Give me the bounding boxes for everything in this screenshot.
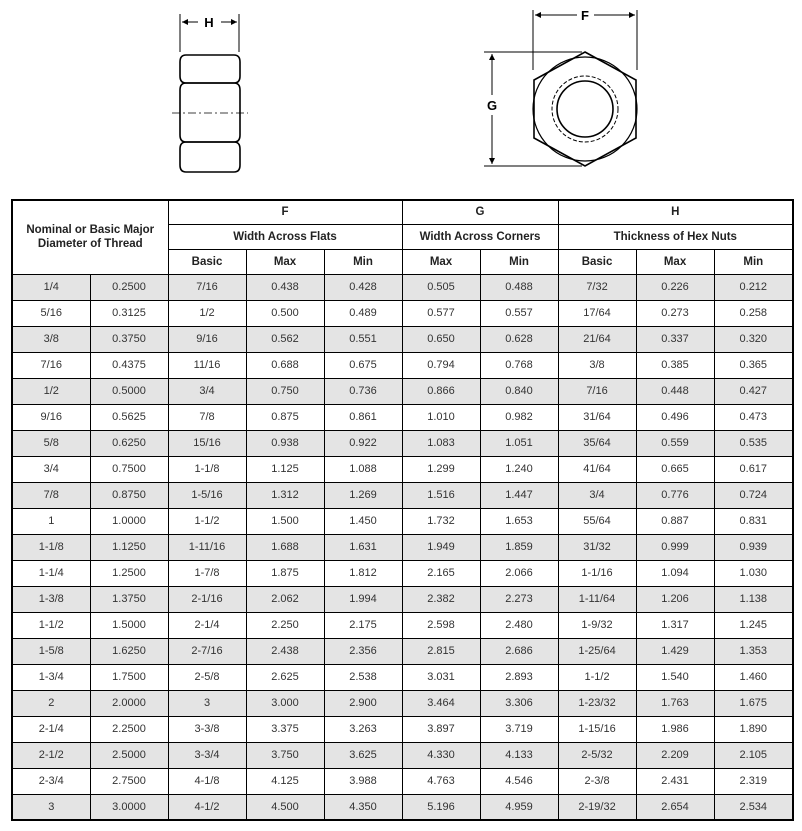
table-cell: 0.559 <box>636 430 714 456</box>
table-row <box>12 456 793 482</box>
table-cell: 0.385 <box>636 352 714 378</box>
table-cell: 0.750 <box>246 378 324 404</box>
table-row <box>12 534 793 560</box>
table-cell: 0.258 <box>714 300 793 326</box>
table-row <box>12 352 793 378</box>
table-cell: 0.557 <box>480 300 558 326</box>
table-cell: 7/32 <box>558 274 636 300</box>
table-cell: 0.212 <box>714 274 793 300</box>
table-cell: 0.776 <box>636 482 714 508</box>
table-cell: 1.125 <box>246 456 324 482</box>
table-cell: 1-23/32 <box>558 690 636 716</box>
h-header: H <box>558 200 793 224</box>
table-cell: 15/16 <box>168 430 246 456</box>
table-cell: 3 <box>12 794 90 820</box>
table-cell: 0.861 <box>324 404 402 430</box>
table-cell: 5.196 <box>402 794 480 820</box>
table-cell: 0.831 <box>714 508 793 534</box>
corner-label: G <box>486 98 498 113</box>
table-cell: 55/64 <box>558 508 636 534</box>
table-row <box>12 794 793 820</box>
table-cell: 4.500 <box>246 794 324 820</box>
g-max-header: Max <box>402 249 480 274</box>
g-min-header: Min <box>480 249 558 274</box>
table-cell: 1.3750 <box>90 586 168 612</box>
table-cell: 3.464 <box>402 690 480 716</box>
table-cell: 1-1/2 <box>558 664 636 690</box>
table-cell: 1-5/8 <box>12 638 90 664</box>
table-cell: 0.226 <box>636 274 714 300</box>
table-cell: 1.088 <box>324 456 402 482</box>
table-body <box>12 274 793 820</box>
h-min-header: Min <box>714 249 793 274</box>
table-cell: 0.840 <box>480 378 558 404</box>
table-row <box>12 326 793 352</box>
table-cell: 2.431 <box>636 768 714 794</box>
table-cell: 0.500 <box>246 300 324 326</box>
table-cell: 1.051 <box>480 430 558 456</box>
thickness-header: Thickness of Hex Nuts <box>558 224 793 249</box>
table-cell: 2.438 <box>246 638 324 664</box>
table-cell: 0.768 <box>480 352 558 378</box>
table-cell: 2.2500 <box>90 716 168 742</box>
table-cell: 21/64 <box>558 326 636 352</box>
f-max-header: Max <box>246 249 324 274</box>
table-cell: 1-25/64 <box>558 638 636 664</box>
table-cell: 1.653 <box>480 508 558 534</box>
table-cell: 4-1/8 <box>168 768 246 794</box>
table-cell: 3-3/8 <box>168 716 246 742</box>
table-cell: 2.815 <box>402 638 480 664</box>
table-cell: 1/4 <box>12 274 90 300</box>
table-cell: 1.5000 <box>90 612 168 638</box>
table-cell: 0.665 <box>636 456 714 482</box>
table-cell: 2-1/4 <box>12 716 90 742</box>
table-cell: 3/4 <box>168 378 246 404</box>
table-cell: 0.5625 <box>90 404 168 430</box>
table-cell: 5/16 <box>12 300 90 326</box>
table-cell: 11/16 <box>168 352 246 378</box>
table-cell: 0.866 <box>402 378 480 404</box>
table-cell: 0.8750 <box>90 482 168 508</box>
table-cell: 7/8 <box>12 482 90 508</box>
table-cell: 0.473 <box>714 404 793 430</box>
table-cell: 1-15/16 <box>558 716 636 742</box>
table-cell: 1-3/4 <box>12 664 90 690</box>
table-cell: 2.900 <box>324 690 402 716</box>
table-cell: 1.429 <box>636 638 714 664</box>
table-cell: 0.427 <box>714 378 793 404</box>
table-cell: 31/64 <box>558 404 636 430</box>
table-cell: 3.306 <box>480 690 558 716</box>
table-cell: 1.859 <box>480 534 558 560</box>
hex-nut-top-view <box>484 10 637 166</box>
side-label: H <box>204 15 214 30</box>
table-cell: 0.562 <box>246 326 324 352</box>
hex-nut-dimension-table <box>11 199 794 821</box>
table-cell: 4.133 <box>480 742 558 768</box>
table-cell: 7/8 <box>168 404 246 430</box>
table-cell: 3.625 <box>324 742 402 768</box>
table-row <box>12 378 793 404</box>
table-cell: 0.505 <box>402 274 480 300</box>
table-cell: 4.546 <box>480 768 558 794</box>
table-cell: 2.0000 <box>90 690 168 716</box>
table-cell: 2.165 <box>402 560 480 586</box>
table-cell: 1.1250 <box>90 534 168 560</box>
table-cell: 0.577 <box>402 300 480 326</box>
hex-nut-side-view <box>172 14 248 172</box>
table-cell: 31/32 <box>558 534 636 560</box>
table-cell: 2-1/4 <box>168 612 246 638</box>
table-row <box>12 690 793 716</box>
table-cell: 2.319 <box>714 768 793 794</box>
table-cell: 0.617 <box>714 456 793 482</box>
table-cell: 1.353 <box>714 638 793 664</box>
table-cell: 1.245 <box>714 612 793 638</box>
table-row <box>12 664 793 690</box>
table-row <box>12 612 793 638</box>
table-cell: 2.7500 <box>90 768 168 794</box>
table-cell: 0.337 <box>636 326 714 352</box>
table-cell: 1.460 <box>714 664 793 690</box>
table-cell: 2.598 <box>402 612 480 638</box>
table-cell: 0.6250 <box>90 430 168 456</box>
table-cell: 0.551 <box>324 326 402 352</box>
table-cell: 0.688 <box>246 352 324 378</box>
table-cell: 1.516 <box>402 482 480 508</box>
table-cell: 2.209 <box>636 742 714 768</box>
table-cell: 0.488 <box>480 274 558 300</box>
table-cell: 1.2500 <box>90 560 168 586</box>
table-cell: 9/16 <box>168 326 246 352</box>
table-cell: 1.240 <box>480 456 558 482</box>
table-cell: 3/4 <box>558 482 636 508</box>
table-cell: 3.0000 <box>90 794 168 820</box>
table-cell: 3.031 <box>402 664 480 690</box>
table-cell: 1.763 <box>636 690 714 716</box>
table-cell: 1.312 <box>246 482 324 508</box>
table-cell: 1.083 <box>402 430 480 456</box>
table-cell: 3.719 <box>480 716 558 742</box>
table-cell: 1.540 <box>636 664 714 690</box>
hex-nut-drawings <box>0 0 802 196</box>
table-cell: 3.375 <box>246 716 324 742</box>
table-cell: 2.105 <box>714 742 793 768</box>
table-cell: 1.675 <box>714 690 793 716</box>
table-cell: 0.273 <box>636 300 714 326</box>
table-cell: 4.125 <box>246 768 324 794</box>
table-row <box>12 586 793 612</box>
table-cell: 0.724 <box>714 482 793 508</box>
table-cell: 1-5/16 <box>168 482 246 508</box>
table-cell: 1.030 <box>714 560 793 586</box>
table-cell: 2.686 <box>480 638 558 664</box>
table-cell: 1-1/16 <box>558 560 636 586</box>
table-row <box>12 482 793 508</box>
f-header: F <box>168 200 402 224</box>
table-cell: 2-5/32 <box>558 742 636 768</box>
table-cell: 0.438 <box>246 274 324 300</box>
table-cell: 0.628 <box>480 326 558 352</box>
table-cell: 1.994 <box>324 586 402 612</box>
table-row <box>12 404 793 430</box>
table-cell: 3.000 <box>246 690 324 716</box>
table-cell: 2.538 <box>324 664 402 690</box>
table-row <box>12 430 793 456</box>
table-cell: 1.812 <box>324 560 402 586</box>
table-cell: 1.732 <box>402 508 480 534</box>
table-cell: 1.317 <box>636 612 714 638</box>
table-cell: 0.675 <box>324 352 402 378</box>
table-cell: 0.736 <box>324 378 402 404</box>
table-cell: 0.448 <box>636 378 714 404</box>
table-cell: 1.0000 <box>90 508 168 534</box>
table-cell: 1-7/8 <box>168 560 246 586</box>
h-basic-header: Basic <box>558 249 636 274</box>
table-cell: 1.138 <box>714 586 793 612</box>
table-row <box>12 638 793 664</box>
table-cell: 0.5000 <box>90 378 168 404</box>
table-cell: 2.250 <box>246 612 324 638</box>
table-cell: 2 <box>12 690 90 716</box>
table-cell: 1.010 <box>402 404 480 430</box>
table-cell: 0.489 <box>324 300 402 326</box>
table-row <box>12 716 793 742</box>
table-cell: 0.4375 <box>90 352 168 378</box>
table-cell: 1-1/2 <box>12 612 90 638</box>
table-cell: 0.887 <box>636 508 714 534</box>
table-cell: 1.890 <box>714 716 793 742</box>
table-cell: 2-1/2 <box>12 742 90 768</box>
table-cell: 1.269 <box>324 482 402 508</box>
table-cell: 0.650 <box>402 326 480 352</box>
table-cell: 1-9/32 <box>558 612 636 638</box>
table-cell: 2-1/16 <box>168 586 246 612</box>
table-cell: 3.988 <box>324 768 402 794</box>
table-cell: 3.263 <box>324 716 402 742</box>
table-cell: 2.654 <box>636 794 714 820</box>
table-cell: 0.938 <box>246 430 324 456</box>
table-cell: 4.959 <box>480 794 558 820</box>
table-row <box>12 300 793 326</box>
table-cell: 1-1/8 <box>12 534 90 560</box>
table-cell: 1.875 <box>246 560 324 586</box>
f-basic-header: Basic <box>168 249 246 274</box>
table-cell: 1-1/8 <box>168 456 246 482</box>
g-header: G <box>402 200 558 224</box>
table-cell: 17/64 <box>558 300 636 326</box>
table-cell: 0.3125 <box>90 300 168 326</box>
table-cell: 2.062 <box>246 586 324 612</box>
table-cell: 2.175 <box>324 612 402 638</box>
table-cell: 0.535 <box>714 430 793 456</box>
table-cell: 1.500 <box>246 508 324 534</box>
table-cell: 0.794 <box>402 352 480 378</box>
table-cell: 0.999 <box>636 534 714 560</box>
table-cell: 4-1/2 <box>168 794 246 820</box>
table-cell: 9/16 <box>12 404 90 430</box>
table-row <box>12 508 793 534</box>
table-cell: 2.273 <box>480 586 558 612</box>
table-cell: 0.7500 <box>90 456 168 482</box>
table-cell: 2.893 <box>480 664 558 690</box>
table-row <box>12 768 793 794</box>
table-cell: 2.5000 <box>90 742 168 768</box>
table-cell: 1.986 <box>636 716 714 742</box>
h-max-header: Max <box>636 249 714 274</box>
table-cell: 2.480 <box>480 612 558 638</box>
table-cell: 0.3750 <box>90 326 168 352</box>
table-cell: 1-3/8 <box>12 586 90 612</box>
width-across-flats-header: Width Across Flats <box>168 224 402 249</box>
table-cell: 1.450 <box>324 508 402 534</box>
table-cell: 0.320 <box>714 326 793 352</box>
table-cell: 1.206 <box>636 586 714 612</box>
table-cell: 7/16 <box>558 378 636 404</box>
width-label: F <box>581 8 589 23</box>
table-cell: 0.365 <box>714 352 793 378</box>
table-cell: 1-11/16 <box>168 534 246 560</box>
table-cell: 1.447 <box>480 482 558 508</box>
table-cell: 2-3/4 <box>12 768 90 794</box>
table-cell: 2-3/8 <box>558 768 636 794</box>
table-cell: 1.6250 <box>90 638 168 664</box>
table-cell: 0.875 <box>246 404 324 430</box>
table-cell: 1.299 <box>402 456 480 482</box>
table-cell: 0.939 <box>714 534 793 560</box>
table-cell: 1.688 <box>246 534 324 560</box>
table-cell: 2.625 <box>246 664 324 690</box>
table-cell: 5/8 <box>12 430 90 456</box>
table-cell: 3-3/4 <box>168 742 246 768</box>
table-cell: 0.2500 <box>90 274 168 300</box>
table-cell: 1-1/4 <box>12 560 90 586</box>
table-cell: 3/8 <box>12 326 90 352</box>
width-across-corners-header: Width Across Corners <box>402 224 558 249</box>
table-cell: 7/16 <box>12 352 90 378</box>
table-cell: 35/64 <box>558 430 636 456</box>
table-cell: 4.763 <box>402 768 480 794</box>
table-cell: 1-1/2 <box>168 508 246 534</box>
table-cell: 1/2 <box>168 300 246 326</box>
table-cell: 0.428 <box>324 274 402 300</box>
table-cell: 3.750 <box>246 742 324 768</box>
table-cell: 0.982 <box>480 404 558 430</box>
table-cell: 41/64 <box>558 456 636 482</box>
table-cell: 2.382 <box>402 586 480 612</box>
table-cell: 2-19/32 <box>558 794 636 820</box>
table-cell: 1/2 <box>12 378 90 404</box>
table-cell: 1.631 <box>324 534 402 560</box>
table-cell: 4.330 <box>402 742 480 768</box>
table-cell: 2-7/16 <box>168 638 246 664</box>
table-cell: 3/4 <box>12 456 90 482</box>
table-row <box>12 742 793 768</box>
table-cell: 1-11/64 <box>558 586 636 612</box>
table-cell: 7/16 <box>168 274 246 300</box>
table-cell: 1 <box>12 508 90 534</box>
table-cell: 4.350 <box>324 794 402 820</box>
table-cell: 2.356 <box>324 638 402 664</box>
f-min-header: Min <box>324 249 402 274</box>
table-cell: 0.496 <box>636 404 714 430</box>
table-cell: 1.949 <box>402 534 480 560</box>
table-row <box>12 274 793 300</box>
table-cell: 0.922 <box>324 430 402 456</box>
table-cell: 1.7500 <box>90 664 168 690</box>
table-cell: 2.066 <box>480 560 558 586</box>
table-cell: 3 <box>168 690 246 716</box>
table-cell: 2.534 <box>714 794 793 820</box>
table-cell: 2-5/8 <box>168 664 246 690</box>
table-row <box>12 560 793 586</box>
table-cell: 1.094 <box>636 560 714 586</box>
table-cell: 3.897 <box>402 716 480 742</box>
table-cell: 3/8 <box>558 352 636 378</box>
nominal-diameter-header: Nominal or Basic Major Diameter of Thread <box>12 200 168 274</box>
